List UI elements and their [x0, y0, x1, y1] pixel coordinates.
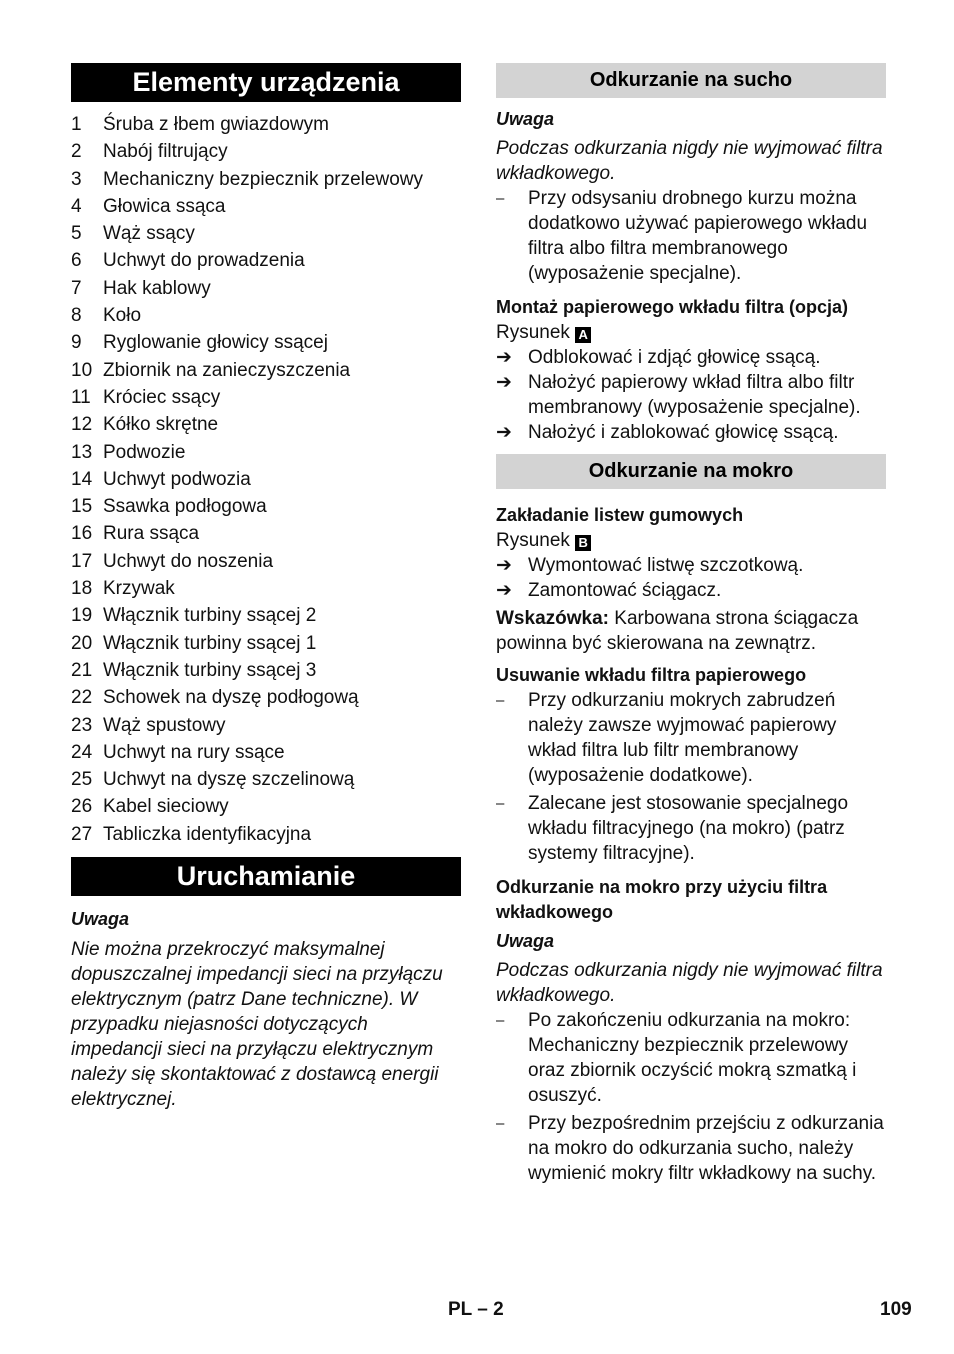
hint-paragraph: Wskazówka: Karbowana strona ściągacza powinna być skierowana na zewnątrz.: [496, 608, 859, 654]
list-item: – Przy odsysaniu drobnego kurzu można dodatkowo używać papierowego wkładu filtra albo filtra membranowego (wyposażenie specjalne).: [496, 188, 868, 284]
list-item: ➔ Nałożyć papierowy wkład filtra albo filtr membranowy (wyposażenie specjalne).: [496, 372, 861, 418]
list-item: 15 Ssawka podłogowa: [71, 496, 267, 518]
figure-ref: Rysunek B: [496, 528, 886, 553]
list-item: 24 Uchwyt na rury ssące: [71, 741, 285, 763]
list-item: – Przy bezpośrednim przejściu z odkurzania na mokro do odkurzania sucho, należy wymienić mokry filtr wkładkowy na suchy.: [496, 1113, 884, 1184]
list-item: 14 Uchwyt podwozia: [71, 468, 251, 490]
heading-startup: Uruchamianie: [71, 857, 461, 896]
list-item: 22 Schowek na dyszę podłogową: [71, 687, 359, 709]
list-item: ➔ Wymontować listwę szczotkową.: [496, 555, 804, 576]
left-column: [71, 63, 461, 1112]
list-item: 27 Tabliczka identyfikacyjna: [71, 823, 312, 845]
subheading-wet-with-cartridge: Odkurzanie na mokro przy użyciu filtra wkładkowego: [496, 877, 828, 922]
list-item: 26 Kabel sieciowy: [71, 796, 229, 818]
arrow-icon: ➔: [496, 555, 512, 576]
note-text: Nie można przekroczyć maksymalnej dopuszczalnej impedancji sieci na przyłączu elektrycznym (patrz Dane techniczne). W przypadku niejasności dotyczących impedancji sieci na przyłączu elektrycznym należy się skontaktować z dostawcą energii elektrycznej.: [71, 939, 443, 1111]
list-item: 2 Nabój filtrujący: [71, 141, 228, 163]
list-item: 3 Mechaniczny bezpiecznik przelewowy: [71, 168, 423, 190]
figure-letter-badge: A: [575, 327, 591, 343]
list-item: 7 Hak kablowy: [71, 277, 211, 299]
subheading-rubber-strips: Zakładanie listew gumowych: [496, 505, 744, 525]
footer-language-section: PL – 2: [448, 1299, 504, 1320]
arrow-icon: ➔: [496, 372, 512, 393]
list-item: 18 Krzywak: [71, 578, 175, 600]
arrow-icon: ➔: [496, 422, 512, 443]
list-item: 20 Włącznik turbiny ssącej 1: [71, 632, 317, 654]
note-title: Uwaga: [496, 109, 555, 129]
list-item: 17 Uchwyt do noszenia: [71, 550, 274, 572]
subheading-remove-paper-filter: Usuwanie wkładu filtra papierowego: [496, 665, 807, 685]
list-item: – Po zakończeniu odkurzania na mokro: Mechaniczny bezpiecznik przelewowy oraz zbiornik oczyścić mokrą szmatką i osuszyć.: [496, 1010, 857, 1106]
note-text: Podczas odkurzania nigdy nie wyjmować filtra wkładkowego.: [496, 960, 883, 1006]
list-item: 9 Ryglowanie głowicy ssącej: [71, 332, 328, 354]
list-item: 21 Włącznik turbiny ssącej 3: [71, 659, 317, 681]
list-item: – Przy odkurzaniu mokrych zabrudzeń należy zawsze wyjmować papierowy wkład filtra lub filtr membranowy (wyposażenie dodatkowe).: [496, 690, 837, 786]
list-item: 19 Włącznik turbiny ssącej 2: [71, 605, 317, 627]
heading-wet-vacuuming: Odkurzanie na mokro: [496, 454, 886, 489]
parts-list: [71, 111, 461, 848]
list-item: ➔ Nałożyć i zablokować głowicę ssącą.: [496, 422, 839, 443]
list-item: 16 Rura ssąca: [71, 523, 200, 545]
list-item: 10 Zbiornik na zanieczyszczenia: [71, 359, 351, 381]
list-item: ➔ Odblokować i zdjąć głowicę ssącą.: [496, 347, 821, 368]
right-column: [496, 63, 886, 1186]
note-title: Uwaga: [496, 931, 555, 951]
list-item: 13 Podwozie: [71, 441, 186, 463]
heading-device-elements: Elementy urządzenia: [71, 63, 461, 102]
list-item: 4 Głowica ssąca: [71, 195, 226, 217]
list-item: – Zalecane jest stosowanie specjalnego wkładu filtracyjnego (na mokro) (patrz systemy filtracyjne).: [496, 793, 849, 864]
list-item: 1 Śruba z łbem gwiazdowym: [71, 114, 329, 135]
figure-ref: Rysunek A: [496, 320, 886, 345]
list-item: ➔ Zamontować ściągacz.: [496, 580, 722, 601]
note-title: Uwaga: [71, 909, 130, 930]
heading-dry-vacuuming: Odkurzanie na sucho: [496, 63, 886, 98]
subheading-paper-filter: Montaż papierowego wkładu filtra (opcja): [496, 297, 849, 317]
list-item: 5 Wąż ssący: [71, 223, 195, 245]
figure-letter-badge: B: [575, 535, 591, 551]
list-item: 11 Króciec ssący: [71, 386, 221, 408]
note-text: Podczas odkurzania nigdy nie wyjmować filtra wkładkowego.: [496, 138, 883, 184]
list-item: 6 Uchwyt do prowadzenia: [71, 250, 305, 272]
arrow-icon: ➔: [496, 347, 512, 368]
list-item: 12 Kółko skrętne: [71, 414, 219, 436]
arrow-icon: ➔: [496, 580, 512, 601]
list-item: 25 Uchwyt na dyszę szczelinową: [71, 769, 355, 791]
page-number: 109: [880, 1299, 912, 1320]
list-item: 23 Wąż spustowy: [71, 714, 226, 736]
list-item: 8 Koło: [71, 305, 142, 327]
